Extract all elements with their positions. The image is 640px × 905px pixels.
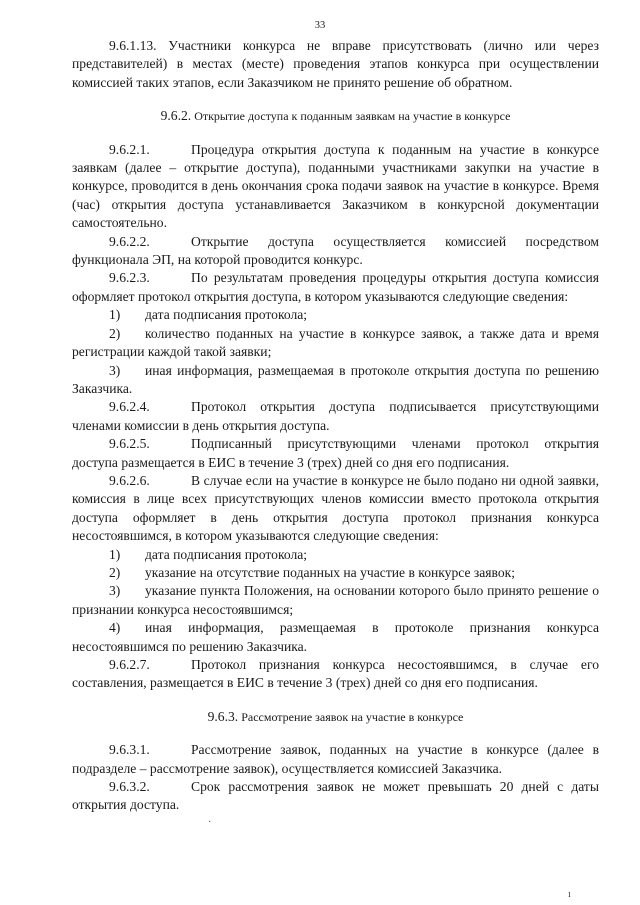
- paragraph-9-6-2-4: [72, 398, 599, 435]
- list-item: [72, 564, 599, 582]
- list-text: иная информация, размещаемая в протоколе открытия доступа по решению Заказчика.: [72, 362, 599, 396]
- paragraph-9-6-2-3: [72, 269, 599, 306]
- section-number: 9.6.2.: [160, 108, 192, 124]
- clause-number: 9.6.2.2.: [109, 233, 150, 249]
- clause-text: Срок рассмотрения заявок не может превышать 20 дней с даты открытия доступа.: [72, 779, 599, 813]
- clause-text: Процедура открытия доступа к поданным на участие в конкурсе заявкам (далее – открытие доступа), поданными участниками закупки на участие в конкурсе, проводится в день окончания срока подачи заявок на участие в конкурсе. Время (час) открытия доступа устанавливается Заказчиком в конкурсной документации самостоятельно.: [72, 141, 599, 231]
- list-number: 2): [109, 325, 121, 341]
- paragraph-9-6-2-1: [72, 141, 599, 233]
- list-number: 3): [109, 362, 121, 378]
- section-title: Открытие доступа к поданным заявкам на участие в конкурсе: [194, 109, 511, 124]
- list-item: [72, 362, 599, 399]
- paragraph-9-6-2-5: [72, 435, 599, 472]
- clause-text: Рассмотрение заявок, поданных на участие в конкурсе (далее в подразделе – рассмотрение заявок), осуществляется комиссией Заказчика.: [72, 742, 599, 776]
- clause-number: 9.6.2.3.: [109, 270, 150, 286]
- clause-text: В случае если на участие в конкурсе не было подано ни одной заявки, комиссия в лице всех присутствующих членов комиссии вместо протокола открытия доступа оформляет в день открытия доступа протокол признания конкурса несостоявшимся, в котором указываются следующие сведения:: [72, 472, 599, 544]
- list-number: 1): [109, 546, 121, 562]
- list-item: [72, 546, 599, 564]
- list-item: [72, 619, 599, 656]
- list-text: количество поданных на участие в конкурсе заявок, а также дата и время регистрации каждой такой заявки;: [72, 325, 599, 360]
- list-text: указание пункта Положения, на основании которого было принято решение о признании конкурса несостоявшимся;: [72, 583, 599, 617]
- section-title: Рассмотрение заявок на участие в конкурсе: [241, 709, 464, 724]
- clause-text: Открытие доступа осуществляется комиссией посредством функционала ЭП, на которой проводится конкурс.: [72, 233, 599, 268]
- clause-text: Протокол признания конкурса несостоявшимся, в случае его составления, размещается в ЕИС в течение 3 (трех) дней со дня его подписания.: [72, 657, 599, 691]
- list-number: 2): [109, 564, 121, 580]
- section-number: 9.6.3.: [207, 708, 239, 724]
- section-heading-9-6-2: [72, 107, 599, 125]
- paragraph-9-6-2-7: [72, 656, 599, 693]
- clause-number: 9.6.2.6.: [109, 472, 150, 488]
- list-text: указание на отсутствие поданных на участие в конкурсе заявок;: [145, 564, 516, 580]
- clause-text: По результатам проведения процедуры открытия доступа комиссия оформляет протокол открытия доступа, в котором указываются следующие сведения:: [72, 270, 599, 304]
- list-item: [72, 582, 599, 619]
- clause-number: 9.6.3.1.: [109, 742, 150, 758]
- clause-number: 9.6.2.5.: [109, 436, 150, 452]
- clause-number: 9.6.2.1.: [109, 141, 150, 157]
- page-number: 33: [314, 20, 326, 31]
- clause-number: 9.6.2.7.: [109, 657, 150, 672]
- paragraph-9-6-3-1: [72, 741, 599, 778]
- list-number: 1): [109, 307, 121, 323]
- list-text: дата подписания протокола;: [145, 307, 308, 323]
- clause-text: Участники конкурса не вправе присутствовать (лично или через представителей) в местах (месте) проведения этапов конкурса при осуществлении комиссией таких этапов, если Заказчиком не принято решение об обратном.: [72, 38, 599, 90]
- list-text: дата подписания протокола;: [145, 546, 308, 562]
- clause-number: 9.6.1.13.: [109, 38, 157, 53]
- list-text: иная информация, размещаемая в протоколе признания конкурса несостоявшимся по решению Заказчика.: [72, 620, 599, 654]
- paragraph-9-6-1-13: [72, 37, 599, 92]
- paragraph-9-6-3-2: [72, 778, 599, 815]
- paragraph-9-6-2-6: [72, 472, 599, 546]
- clause-number: 9.6.2.4.: [109, 399, 150, 415]
- clause-number: 9.6.3.2.: [109, 779, 150, 795]
- list-number: 3): [109, 583, 121, 599]
- scan-speck: ı: [568, 889, 571, 900]
- paragraph-9-6-2-2: [72, 233, 599, 270]
- list-item: [72, 325, 599, 362]
- section-heading-9-6-3: [72, 708, 599, 726]
- scan-speck: ·: [208, 817, 212, 828]
- clause-text: Подписанный присутствующими членами протокол открытия доступа размещается в ЕИС в течение 3 (трех) дней со дня его подписания.: [72, 436, 599, 470]
- list-item: [72, 306, 599, 324]
- clause-text: Протокол открытия доступа подписывается присутствующими членами комиссии в день открытия доступа.: [72, 399, 599, 433]
- list-number: 4): [109, 620, 121, 636]
- document-body: [72, 37, 599, 815]
